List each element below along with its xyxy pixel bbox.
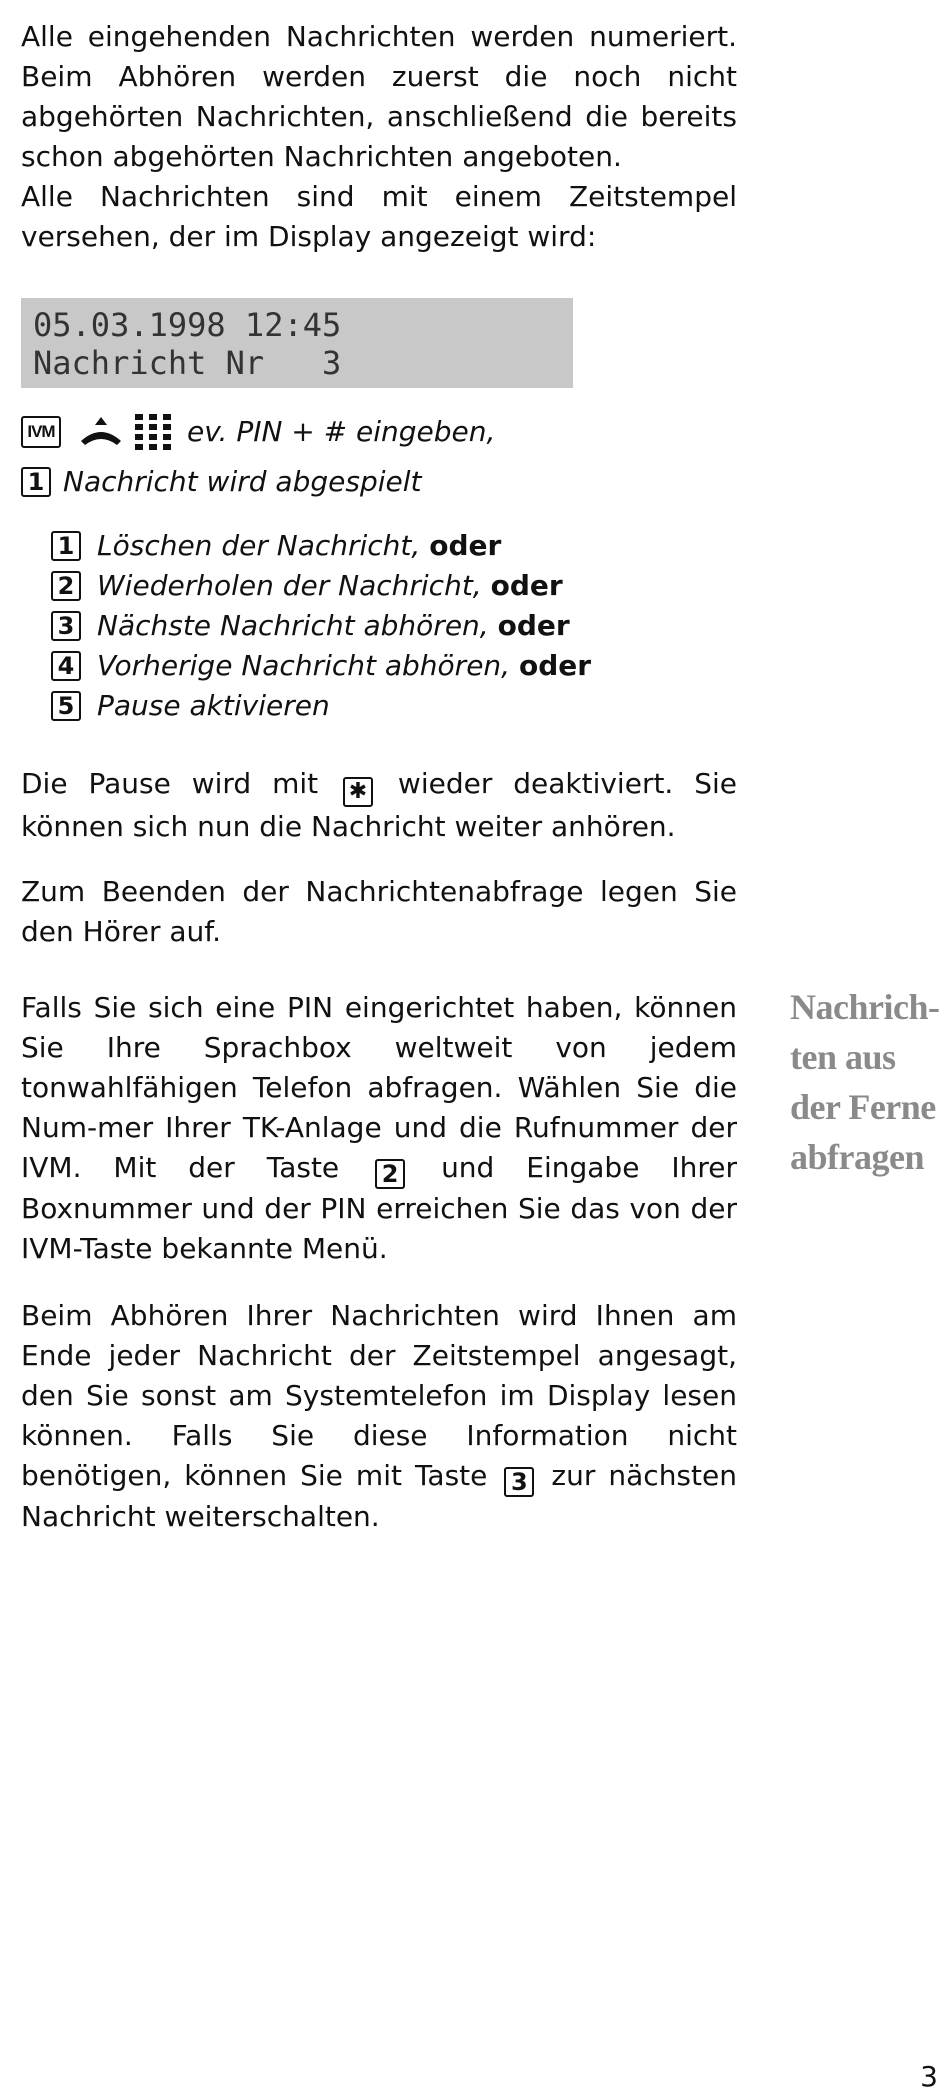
display-line-1: 05.03.1998 12:45 [33,306,342,344]
option-text: Löschen der Nachricht, [97,529,421,562]
margin-heading-line: Nachrich- [790,987,940,1027]
option-text: Nächste Nachricht abhören, [97,609,489,642]
key-2-icon: 2 [375,1159,405,1189]
ivm-key-icon: IVM [21,416,61,448]
timestamp-text-after: zur nächsten Nachricht weiterschalten. [21,1459,737,1533]
intro-paragraph-1: Alle eingehenden Nachrichten werden numeriert. Beim Abhören werden zuerst die noch nicht abgehörten Nachrichten, anschließend die bereits schon abgehörten Nachrichten angeboten. [21,20,737,173]
option-conjunction: oder [497,609,570,642]
option-item [51,566,563,606]
timestamp-text-before: Beim Abhören Ihrer Nachrichten wird Ihnen am Ende jeder Nachricht der Zeitstempel angesagt, den Sie sonst am Systemtelefon im Display lesen können. Falls Sie diese Information nicht benötigen, können Sie mit Taste [21,1299,737,1492]
display-line-2: Nachricht Nr 3 [33,344,342,382]
option-conjunction: oder [518,649,592,682]
play-instruction: Nachricht wird abgespielt [63,465,422,498]
step-play [21,462,421,502]
key-3-icon: 3 [504,1467,534,1497]
step-pin [21,412,495,452]
option-text: Wiederholen der Nachricht, [97,569,482,602]
intro-paragraph-2: Alle Nachrichten sind mit einem Zeitstempel versehen, der im Display angezeigt wird: [21,180,737,253]
margin-heading [790,982,940,1182]
timestamp-paragraph [21,1296,737,1537]
handset-lift-icon [77,415,125,449]
display-readout [21,298,573,388]
keypad-icon [135,414,171,450]
option-conjunction: oder [429,529,502,562]
key-4-icon: 4 [51,651,81,681]
option-text: Pause aktivieren [97,689,330,722]
remote-text-before: Falls Sie sich eine PIN eingerichtet haben, können Sie Ihre Sprachbox weltweit von jedem tonwahlfähigen Telefon abfragen. Wählen Sie die Num-mer Ihrer TK-Anlage und die Rufnummer der IVM. Mit der Taste [21,991,737,1184]
end-paragraph: Zum Beenden der Nachrichtenabfrage legen Sie den Hörer auf. [21,875,737,948]
page-number: 3 [920,2060,938,2093]
option-item [51,686,330,726]
pause-text-after: wieder deaktiviert. Sie können sich nun die Nachricht weiter anhören. [21,767,738,843]
option-text: Vorherige Nachricht abhören, [97,649,511,682]
intro-text [21,17,737,257]
key-1-icon: 1 [21,467,51,497]
margin-heading-line: abfragen [790,1137,924,1177]
pause-text-before: Die Pause wird mit [21,767,319,800]
option-item [51,606,570,646]
option-conjunction: oder [490,569,563,602]
option-item [51,646,591,686]
margin-heading-line: der Ferne [790,1087,936,1127]
star-key-icon: ✱ [343,777,373,807]
key-1-icon: 1 [51,531,81,561]
remote-paragraph [21,988,737,1269]
margin-heading-line: ten aus [790,1037,896,1077]
remote-text-after: und Eingabe Ihrer Boxnummer und der PIN erreichen Sie das von der IVM-Taste bekannte Menü. [21,1151,738,1265]
pin-instruction: ev. PIN + # eingeben, [187,415,496,448]
key-3-icon: 3 [51,611,81,641]
pause-paragraph [21,764,737,847]
key-5-icon: 5 [51,691,81,721]
option-item [51,526,501,566]
key-2-icon: 2 [51,571,81,601]
